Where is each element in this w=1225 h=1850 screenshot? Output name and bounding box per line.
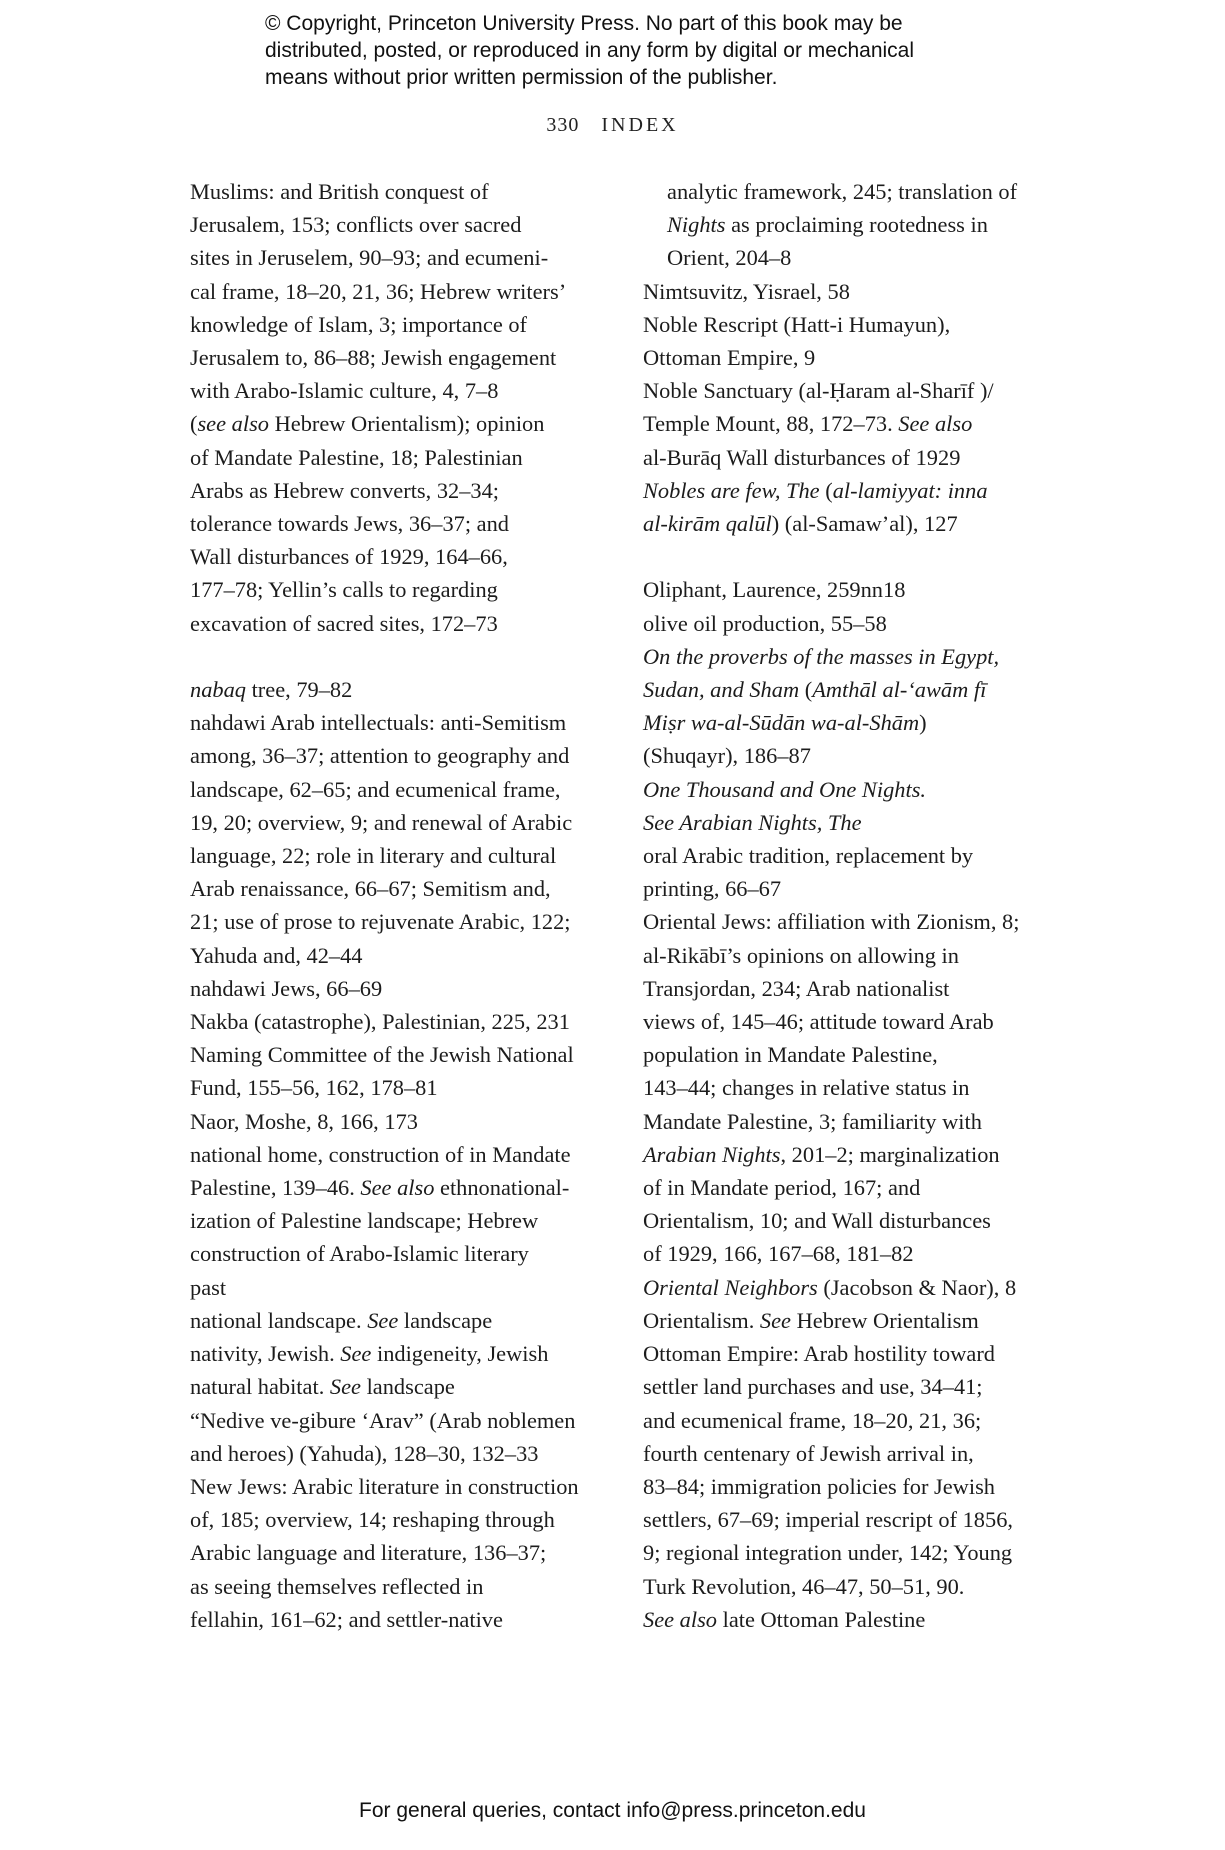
copyright-line: means without prior written permission of the publisher. bbox=[265, 66, 778, 89]
section-gap bbox=[643, 540, 1063, 573]
running-head bbox=[0, 114, 1225, 137]
copyright-notice bbox=[265, 10, 1025, 91]
section-gap bbox=[190, 640, 610, 673]
index-entry-one-thousand-nights: One Thousand and One Nights. See Arabian Nights, The bbox=[643, 776, 926, 835]
index-entry-muslims: Muslims: and British conquest of Jerusalem, 153; conflicts over sacred sites in Jeruselem, 90–93; and ecumeni- cal frame, 18–20, 21, 36; Hebrew writers’ knowledge of Islam, 3; importance of Jerusalem to, 86–88; Jewish engagement with Arabo-Islamic culture, 4, 7–8 (see also Hebrew Orientalism); opinion of Mandate Palestine, 18; Palestinian Arabs as Hebrew converts, 32–34; tolerance towards Jews, 36–37; and Wall disturbances of 1929, 164–66, 177–78; Yellin’s calls to regarding excavation of sacred sites, 172–73 bbox=[190, 179, 567, 636]
index-entry-nahdawi-jews: nahdawi Jews, 66–69 bbox=[190, 975, 383, 1001]
index-column-right bbox=[643, 175, 1063, 1636]
index-entry-natural-habitat: natural habitat. See landscape bbox=[190, 1374, 455, 1400]
index-entry-olive-oil: olive oil production, 55–58 bbox=[643, 610, 887, 636]
index-entry-ottoman-empire: Ottoman Empire: Arab hostility toward settler land purchases and use, 34–41; and ecumenical frame, 18–20, 21, 36; fourth centenary of Jewish arrival in, 83–84; immigration policies for Jewish settlers, 67–69; imperial rescript of 1856, 9; regional integration under, 142; Young Turk Revolution, 46–47, 50–51, 90. See also late Ottoman Palestine bbox=[643, 1341, 1013, 1632]
index-entry-new-jews: New Jews: Arabic literature in construction of, 185; overview, 14; reshaping through Arabic language and literature, 136–37; as seeing themselves reflected in fellahin, 161–62; and settler-native bbox=[190, 1473, 579, 1632]
index-entry-nativity: nativity, Jewish. See indigeneity, Jewish bbox=[190, 1341, 549, 1367]
index-entry-orientalism: Orientalism. See Hebrew Orientalism bbox=[643, 1307, 979, 1333]
index-entry-nedive: “Nedive ve-gibure ‘Arav” (Arab noblemen and heroes) (Yahuda), 128–30, 132–33 bbox=[190, 1407, 576, 1466]
index-entry-oriental-jews: Oriental Jews: affiliation with Zionism, 8; al-Rikābī’s opinions on allowing in Transjordan, 234; Arab nationalist views of, 145–46; attitude toward Arab population in Mandate Palestine, 143–44; changes in relative status in Mandate Palestine, 3; familiarity with Arabian Nights, 201–2; marginalization of in Mandate period, 167; and Orientalism, 10; and Wall disturbances of 1929, 166, 167–68, 181–82 bbox=[643, 909, 1020, 1267]
index-entry-oral-tradition: oral Arabic tradition, replacement by printing, 66–67 bbox=[643, 843, 974, 902]
index-entry-nahdawi-arab: nahdawi Arab intellectuals: anti-Semitism among, 36–37; attention to geography and landscape, 62–65; and ecumenical frame, 19, 20; overview, 9; and renewal of Arabic language, 22; role in literary and cultural Arab renaissance, 66–67; Semitism and, 21; use of prose to rejuvenate Arabic, 122; Yahuda and, 42–44 bbox=[190, 710, 573, 968]
index-entry-noble-sanctuary: Noble Sanctuary (al-Ḥaram al-Sharīf )/ Temple Mount, 88, 172–73. See also al-Burāq Wall disturbances of 1929 bbox=[643, 378, 994, 470]
index-entry-nimtsuvitz: Nimtsuvitz, Yisrael, 58 bbox=[643, 278, 850, 304]
index-entry-national-home: national home, construction of in Mandate Palestine, 139–46. See also ethnonational- ization of Palestine landscape; Hebrew construction of Arabo-Islamic literary past bbox=[190, 1141, 571, 1300]
index-entry-naming-committee: Naming Committee of the Jewish National Fund, 155–56, 162, 178–81 bbox=[190, 1042, 574, 1101]
index-entry-oriental-neighbors: Oriental Neighbors (Jacobson & Naor), 8 bbox=[643, 1274, 1017, 1300]
footer-contact: For general queries, contact info@press.princeton.edu bbox=[359, 1799, 866, 1822]
index-entry-nakba: Nakba (catastrophe), Palestinian, 225, 231 bbox=[190, 1009, 570, 1035]
page-number: 330 bbox=[546, 114, 580, 136]
index-entry-oliphant: Oliphant, Laurence, 259nn18 bbox=[643, 577, 906, 603]
section-title: INDEX bbox=[601, 114, 679, 136]
copyright-line: © Copyright, Princeton University Press. No part of this book may be bbox=[265, 12, 903, 35]
index-entry-noble-rescript: Noble Rescript (Hatt-i Humayun), Ottoman Empire, 9 bbox=[643, 311, 951, 371]
index-entry-naor: Naor, Moshe, 8, 166, 173 bbox=[190, 1108, 418, 1134]
index-entry-nobles-are-few: Nobles are few, The (al-lamiyyat: inna al-kirām qalūl) (al-Samaw’al), 127 bbox=[643, 477, 988, 537]
index-entry-nabaq: nabaq tree, 79–82 bbox=[190, 677, 353, 703]
index-entry-continuation: analytic framework, 245; translation of Nights as proclaiming rootedness in Orient, 204–8 bbox=[667, 179, 1018, 271]
index-entry-national-landscape: national landscape. See landscape bbox=[190, 1307, 493, 1333]
index-column-left bbox=[190, 175, 610, 1636]
index-entry-proverbs: On the proverbs of the masses in Egypt, Sudan, and Sham (Amthāl al-‘awām fī Miṣr wa-al-Sūdān wa-al-Shām) (Shuqayr), 186–87 bbox=[643, 643, 1000, 769]
copyright-line: distributed, posted, or reproduced in any form by digital or mechanical bbox=[265, 39, 915, 62]
